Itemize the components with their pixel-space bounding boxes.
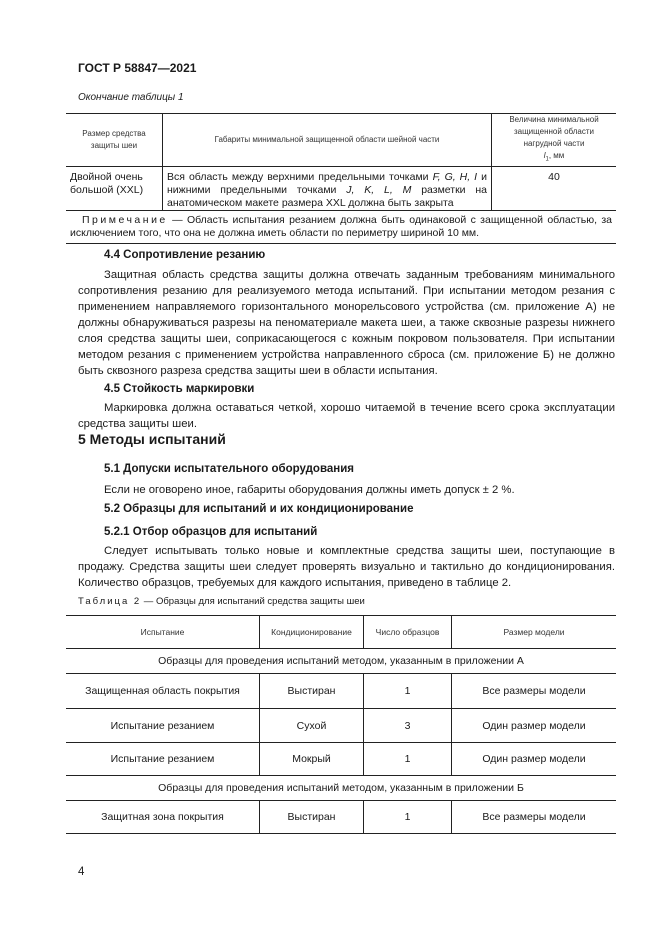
- t1-header-value: Величина минимальной защищенной области нагрудной части $l_1$, мм: [492, 114, 617, 167]
- section-4-5-text: Маркировка должна оставаться четкой, хорошо читаемой в течение всего срока эксплуатации средства защиты шеи.: [78, 402, 615, 430]
- t2-cell: 1: [364, 674, 452, 709]
- section-4-4-title: 4.4 Сопротивление резанию: [104, 249, 266, 261]
- t2-group-a: Образцы для проведения испытаний методом, указанным в приложении А: [66, 649, 616, 674]
- t2-cell: Сухой: [260, 709, 364, 743]
- section-5-2-1-title: 5.2.1 Отбор образцов для испытаний: [104, 526, 318, 538]
- t2-header: Размер модели: [452, 616, 617, 649]
- t2-cell: Все размеры модели: [452, 801, 617, 834]
- t1-value-cell: 40: [492, 167, 617, 211]
- table1-caption: Окончание таблицы 1: [78, 92, 184, 103]
- section-4-4-text: Защитная область средства защиты должна отвечать заданным требованиям минимального сопротивления резанию для реализуемого метода испытаний. При испытании методом резания с применением направляемого горизонтального монорельсового устройства (см. приложение А) не должны обнаруживаться разрезы на пеноматериале макета шеи, а также сквозные разрезы нижнего слоя средства защиты шеи, соприкасающегося с кожным покровом пользователя. При испытании методом резания с применением устройства направленного сброса (см. приложение Б) не должно быть сквозного разреза средства защиты шеи в области испытания.: [78, 269, 615, 377]
- t1-note: Примечание — Область испытания резанием должна быть одинаковой с защищенной областью, за исключением того, что она не должна иметь области по периметру шириной 10 мм.: [66, 211, 616, 244]
- t2-cell: 1: [364, 801, 452, 834]
- t2-cell: Мокрый: [260, 743, 364, 776]
- t2-cell: Все размеры модели: [452, 674, 617, 709]
- section-4-5-title: 4.5 Стойкость маркировки: [104, 383, 255, 395]
- section-5-1-text: Если не оговорено иное, габариты оборудования должны иметь допуск ± 2 %.: [104, 484, 515, 496]
- table-row: [66, 743, 616, 776]
- table-row: [66, 674, 616, 709]
- t1-header-size: Размер средства защиты шеи: [66, 114, 163, 167]
- t2-cell: Защищенная область покрытия: [66, 674, 260, 709]
- section-5-1-title: 5.1 Допуски испытательного оборудования: [104, 463, 355, 475]
- t1-header-area: Габариты минимальной защищенной области шейной части: [163, 114, 492, 167]
- t2-cell: Испытание резанием: [66, 743, 260, 776]
- t2-cell: Один размер модели: [452, 709, 617, 743]
- table-2: [66, 615, 616, 834]
- table-row: [66, 709, 616, 743]
- t1-size-cell: Двойной очень большой (XXL): [66, 167, 163, 211]
- section-5-2-1-text: Следует испытывать только новые и комплектные средства защиты шеи, поступающие в продажу. Средства защиты шеи следует проверять визуально и тактильно до кондиционирования. Количество образцов, требуемых для каждого испытания, приведено в таблице 2.: [78, 545, 615, 589]
- t1-area-cell: Вся область между верхними предельными точками F, G, H, I и нижними предельными точками J, K, L, M разметки на анатомическом макете размера XXL должна быть закрыта: [163, 167, 492, 211]
- document-header: ГОСТ Р 58847—2021: [78, 61, 197, 75]
- t2-header: Число образцов: [364, 616, 452, 649]
- t2-header: Кондиционирование: [260, 616, 364, 649]
- table-row: [66, 801, 616, 834]
- page-number: 4: [78, 866, 85, 878]
- section-5-2-title: 5.2 Образцы для испытаний и их кондиционирование: [104, 503, 414, 515]
- table2-caption: Таблица 2 — Образцы для испытаний средства защиты шеи: [78, 596, 365, 607]
- t2-cell: Один размер модели: [452, 743, 617, 776]
- t2-cell: 3: [364, 709, 452, 743]
- t2-group-b: Образцы для проведения испытаний методом, указанным в приложении Б: [66, 776, 616, 801]
- section-5-title: 5 Методы испытаний: [78, 431, 226, 447]
- t2-cell: Испытание резанием: [66, 709, 260, 743]
- t2-cell: 1: [364, 743, 452, 776]
- t2-cell: Выстиран: [260, 801, 364, 834]
- table-1: [66, 113, 616, 244]
- t2-header: Испытание: [66, 616, 260, 649]
- t2-cell: Защитная зона покрытия: [66, 801, 260, 834]
- t2-cell: Выстиран: [260, 674, 364, 709]
